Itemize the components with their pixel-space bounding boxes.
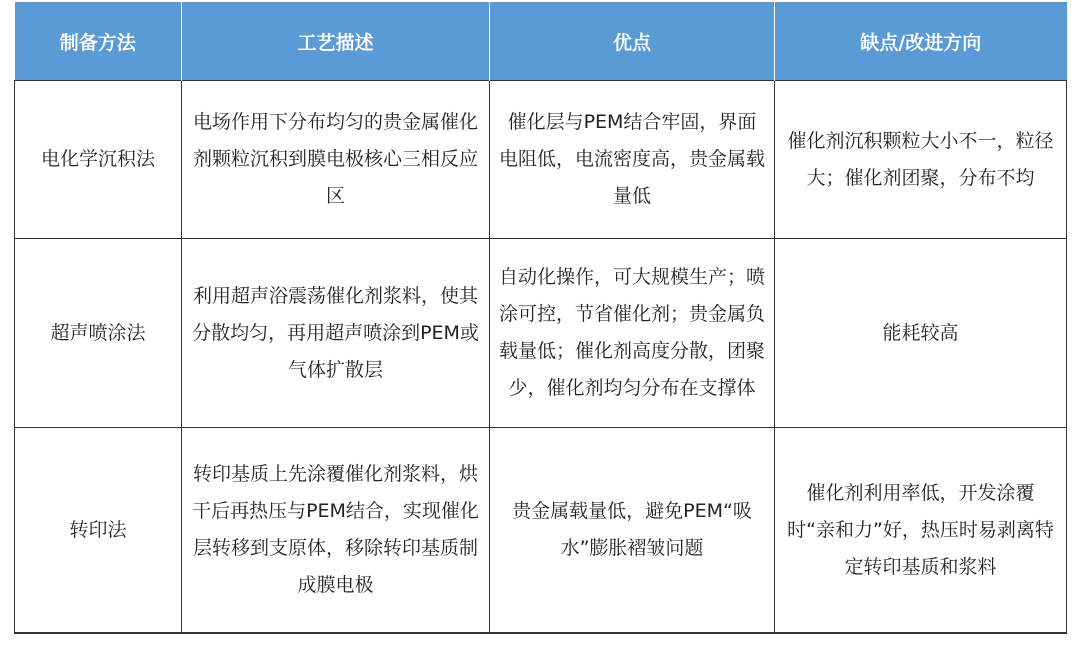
cell-process: 电场作用下分布均匀的贵金属催化剂颗粒沉积到膜电极核心三相反应区 xyxy=(182,81,490,239)
cell-process: 转印基质上先涂覆催化剂浆料，烘干后再热压与PEM结合，实现催化层转移到支原体，移除转印基质制成膜电极 xyxy=(182,428,490,634)
table-row xyxy=(15,428,1067,634)
header-process: 工艺描述 xyxy=(182,2,490,81)
cell-advantages: 贵金属载量低，避免PEM“吸水”膨胀褶皱问题 xyxy=(490,428,775,634)
cell-method: 转印法 xyxy=(15,428,182,634)
header-method: 制备方法 xyxy=(15,2,182,81)
table-header xyxy=(15,2,1067,81)
cell-process: 利用超声浴震荡催化剂浆料，使其分散均匀，再用超声喷涂到PEM或气体扩散层 xyxy=(182,239,490,428)
cell-disadvantages: 催化剂沉积颗粒大小不一，粒径大；催化剂团聚，分布不均 xyxy=(775,81,1067,239)
cell-method: 电化学沉积法 xyxy=(15,81,182,239)
cell-advantages: 自动化操作，可大规模生产；喷涂可控，节省催化剂；贵金属负载量低；催化剂高度分散，团聚少，催化剂均匀分布在支撑体 xyxy=(490,239,775,428)
comparison-table xyxy=(14,2,1067,634)
header-advantages: 优点 xyxy=(490,2,775,81)
table-body xyxy=(15,81,1067,634)
cell-disadvantages: 能耗较高 xyxy=(775,239,1067,428)
header-disadvantages: 缺点/改进方向 xyxy=(775,2,1067,81)
cell-advantages: 催化层与PEM结合牢固，界面电阻低，电流密度高，贵金属载量低 xyxy=(490,81,775,239)
cell-method: 超声喷涂法 xyxy=(15,239,182,428)
table-row xyxy=(15,81,1067,239)
table-row xyxy=(15,239,1067,428)
cell-disadvantages: 催化剂利用率低，开发涂覆时“亲和力”好，热压时易剥离特定转印基质和浆料 xyxy=(775,428,1067,634)
header-row xyxy=(15,2,1067,81)
